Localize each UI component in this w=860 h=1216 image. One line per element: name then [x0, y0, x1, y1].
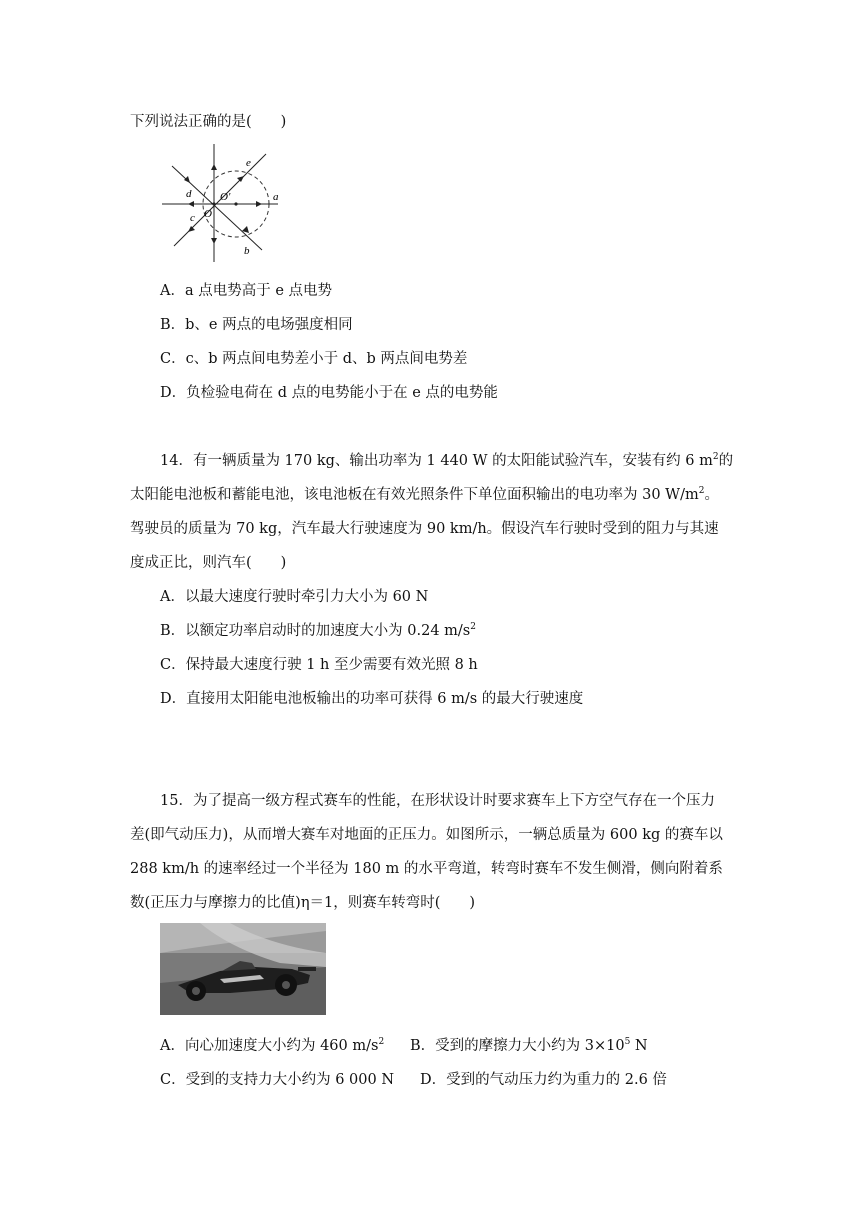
q15-line-2: 差(即气动压力)，从而增大赛车对地面的正压力。如图所示，一辆总质量为 600 kg 的赛车以: [130, 827, 723, 843]
q14-option-c: C．保持最大速度行驶 1 h 至少需要有效光照 8 h: [160, 657, 478, 673]
q15-line-1: 15．为了提高一级方程式赛车的性能，在形状设计时要求赛车上下方空气存在一个压力: [160, 793, 715, 809]
q13-option-c: C．c、b 两点间电势差小于 d、b 两点间电势差: [160, 351, 468, 367]
q13-option-b: B．b、e 两点的电场强度相同: [160, 317, 353, 333]
q13-stem-tail: 下列说法正确的是( ): [130, 114, 287, 130]
q14-option-a: A．以最大速度行驶时牵引力大小为 60 N: [160, 589, 429, 605]
q15-option-d: D．受到的气动压力约为重力的 2.6 倍: [420, 1072, 667, 1088]
q15-option-c: C．受到的支持力大小约为 6 000 N: [160, 1072, 395, 1088]
q13-option-d: D．负检验电荷在 d 点的电势能小于在 e 点的电势能: [160, 385, 498, 401]
q14-line-2: 太阳能电池板和蓄能电池，该电池板在有效光照条件下单位面积输出的电功率为 30 $W/m^2$。: [130, 486, 719, 503]
label-d: d: [186, 188, 192, 200]
q15-option-a: A．向心加速度大小约为 460 $m/s^2$: [160, 1037, 385, 1054]
label-a: a: [273, 191, 279, 203]
q15-option-b: B．受到的摩擦力大小约为 $3\times 10^5$ N: [410, 1037, 648, 1054]
label-c: c: [190, 212, 195, 224]
race-car-photo: [160, 923, 326, 1015]
label-o-prime: O': [220, 191, 231, 203]
q14-line-1: 14．有一辆质量为 170 kg、输出功率为 1 440 W 的太阳能试验汽车，安装有约 6 $m^2$的: [160, 452, 734, 469]
q15-line-4: 数(正压力与摩擦力的比值)η＝1，则赛车转弯时( ): [130, 895, 476, 911]
q13-option-a: A．a 点电势高于 e 点电势: [160, 283, 333, 299]
q14-line-4: 度成正比，则汽车( ): [130, 555, 287, 571]
label-b: b: [244, 245, 250, 257]
q14-option-d: D．直接用太阳能电池板输出的功率可获得 6 m/s 的最大行驶速度: [160, 691, 584, 707]
label-o: O: [204, 208, 212, 220]
q15-line-3: 288 km/h 的速率经过一个半径为 180 m 的水平弯道，转弯时赛车不发生侧滑，侧向附着系: [130, 861, 723, 877]
q14-option-b: B．以额定功率启动时的加速度大小为 0.24 $m/s^2$: [160, 622, 476, 639]
label-e: e: [246, 157, 251, 169]
q13-field-diagram: [160, 142, 290, 264]
q14-line-3: 驾驶员的质量为 70 kg，汽车最大行驶速度为 90 km/h。假设汽车行驶时受到的阻力与其速: [130, 521, 719, 537]
